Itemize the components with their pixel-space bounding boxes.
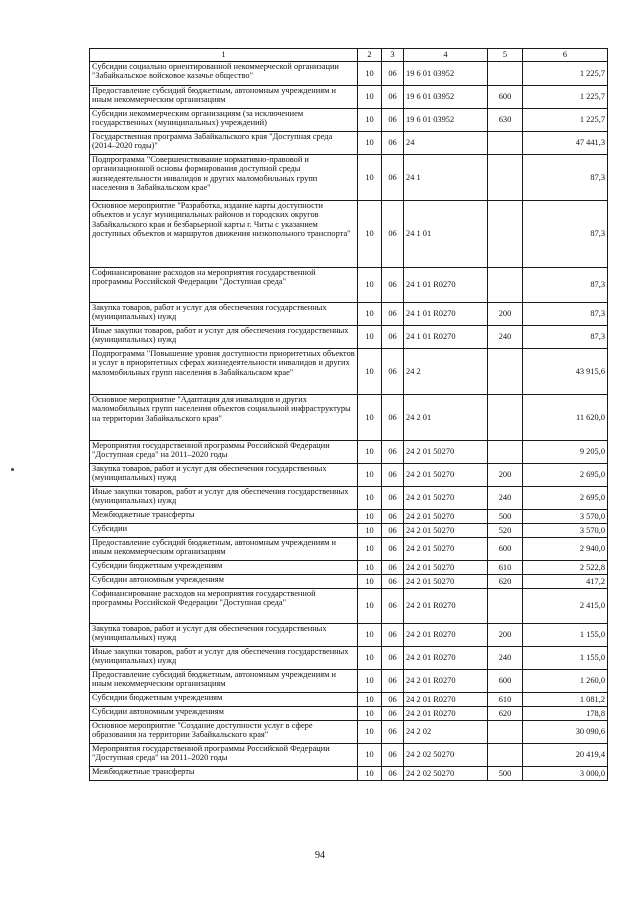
- row-amount: 1 081,2: [523, 693, 608, 707]
- row-section: 10: [358, 647, 382, 670]
- table-row: [90, 441, 608, 464]
- table-row: [90, 109, 608, 132]
- row-subsection: 06: [382, 575, 404, 589]
- row-amount: 3 000,0: [523, 767, 608, 781]
- row-subsection: 06: [382, 62, 404, 86]
- col-header-expense-type: 5: [488, 49, 523, 62]
- row-subsection: 06: [382, 721, 404, 744]
- row-subsection: 06: [382, 561, 404, 575]
- row-target-article: 24 2: [404, 349, 488, 395]
- row-expense-type: [488, 721, 523, 744]
- row-amount: 178,8: [523, 707, 608, 721]
- table-row: [90, 721, 608, 744]
- row-section: 10: [358, 132, 382, 155]
- table-row: [90, 487, 608, 510]
- row-expense-type: [488, 155, 523, 201]
- row-name: Иные закупки товаров, работ и услуг для обеспечения государственных (муниципальных) нужд: [90, 487, 358, 510]
- row-expense-type: 600: [488, 670, 523, 693]
- table-row: [90, 624, 608, 647]
- row-subsection: 06: [382, 132, 404, 155]
- row-name: Межбюджетные трансферты: [90, 767, 358, 781]
- row-target-article: 24 2 02 50270: [404, 767, 488, 781]
- col-header-subsection: 3: [382, 49, 404, 62]
- row-section: 10: [358, 349, 382, 395]
- row-target-article: 24 2 02 50270: [404, 744, 488, 767]
- row-name: Предоставление субсидий бюджетным, автономным учреждениям и иным некоммерческим организациям: [90, 538, 358, 561]
- row-expense-type: [488, 268, 523, 303]
- row-amount: 87,3: [523, 303, 608, 326]
- row-amount: 2 522,8: [523, 561, 608, 575]
- row-name: Закупка товаров, работ и услуг для обеспечения государственных (муниципальных) нужд: [90, 624, 358, 647]
- row-name: Мероприятия государственной программы Российской Федерации "Доступная среда" на 2011–2020 годы: [90, 441, 358, 464]
- row-name: Софинансирование расходов на мероприятия государственной программы Российской Федерации "Доступная среда": [90, 268, 358, 303]
- row-subsection: 06: [382, 510, 404, 524]
- row-expense-type: 610: [488, 561, 523, 575]
- row-section: 10: [358, 487, 382, 510]
- row-amount: 43 915,6: [523, 349, 608, 395]
- row-amount: 1 225,7: [523, 62, 608, 86]
- row-expense-type: 600: [488, 86, 523, 109]
- row-expense-type: [488, 62, 523, 86]
- row-target-article: 24 1 01: [404, 201, 488, 268]
- row-subsection: 06: [382, 670, 404, 693]
- row-expense-type: 200: [488, 624, 523, 647]
- row-expense-type: [488, 441, 523, 464]
- row-expense-type: 240: [488, 487, 523, 510]
- row-name: Субсидии некоммерческим организациям (за исключением государственных (муниципальных) учреждений): [90, 109, 358, 132]
- row-target-article: 24 2 01 50270: [404, 575, 488, 589]
- row-target-article: 19 6 01 03952: [404, 86, 488, 109]
- row-name: Подпрограмма "Совершенствование нормативно-правовой и организационной основы формирования доступной среды жизнедеятельности инвалидов и других маломобильных групп населения в Забайкальском крае": [90, 155, 358, 201]
- row-name: Подпрограмма "Повышение уровня доступности приоритетных объектов и услуг в приоритетных сферах жизнедеятельности инвалидов и других маломобильных групп населения в Забайкальском крае": [90, 349, 358, 395]
- row-name: Субсидии автономным учреждениям: [90, 575, 358, 589]
- row-amount: 87,3: [523, 326, 608, 349]
- row-section: 10: [358, 109, 382, 132]
- row-name: Софинансирование расходов на мероприятия государственной программы Российской Федерации "Доступная среда": [90, 589, 358, 624]
- row-amount: 87,3: [523, 201, 608, 268]
- row-amount: 9 205,0: [523, 441, 608, 464]
- table-row: [90, 132, 608, 155]
- row-subsection: 06: [382, 268, 404, 303]
- row-expense-type: [488, 132, 523, 155]
- row-target-article: 24 2 01 50270: [404, 538, 488, 561]
- table-row: [90, 268, 608, 303]
- row-section: 10: [358, 721, 382, 744]
- row-section: 10: [358, 510, 382, 524]
- row-expense-type: 520: [488, 524, 523, 538]
- row-target-article: 24 2 01 50270: [404, 561, 488, 575]
- row-target-article: 24 1 01 R0270: [404, 268, 488, 303]
- row-amount: 87,3: [523, 268, 608, 303]
- row-name: Закупка товаров, работ и услуг для обеспечения государственных (муниципальных) нужд: [90, 464, 358, 487]
- row-amount: 1 155,0: [523, 647, 608, 670]
- row-subsection: 06: [382, 647, 404, 670]
- row-expense-type: [488, 349, 523, 395]
- row-subsection: 06: [382, 349, 404, 395]
- row-expense-type: 500: [488, 767, 523, 781]
- row-target-article: 24: [404, 132, 488, 155]
- row-name: Субсидии бюджетным учреждениям: [90, 693, 358, 707]
- row-amount: 20 419,4: [523, 744, 608, 767]
- table-body: [90, 62, 608, 781]
- table-row: [90, 395, 608, 441]
- row-section: 10: [358, 524, 382, 538]
- row-section: 10: [358, 575, 382, 589]
- row-name: Государственная программа Забайкальского края "Доступная среда (2014–2020 годы)": [90, 132, 358, 155]
- row-name: Межбюджетные трансферты: [90, 510, 358, 524]
- row-expense-type: 200: [488, 464, 523, 487]
- row-expense-type: 610: [488, 693, 523, 707]
- row-amount: 1 260,0: [523, 670, 608, 693]
- table-row: [90, 575, 608, 589]
- table-row: [90, 561, 608, 575]
- row-expense-type: 620: [488, 707, 523, 721]
- table-row: [90, 86, 608, 109]
- scan-mark: [11, 468, 14, 471]
- row-target-article: 24 2 01 50270: [404, 441, 488, 464]
- table-row: [90, 201, 608, 268]
- table-row: [90, 693, 608, 707]
- row-amount: 2 415,0: [523, 589, 608, 624]
- row-section: 10: [358, 62, 382, 86]
- col-header-amount: 6: [523, 49, 608, 62]
- row-amount: 87,3: [523, 155, 608, 201]
- row-target-article: 24 2 01 50270: [404, 524, 488, 538]
- row-subsection: 06: [382, 524, 404, 538]
- row-name: Основное мероприятие "Создание доступности услуг в сфере образования на территории Забайкальского края": [90, 721, 358, 744]
- row-section: 10: [358, 464, 382, 487]
- row-section: 10: [358, 268, 382, 303]
- row-name: Субсидии бюджетным учреждениям: [90, 561, 358, 575]
- row-expense-type: 600: [488, 538, 523, 561]
- row-section: 10: [358, 589, 382, 624]
- row-target-article: 24 2 01: [404, 395, 488, 441]
- row-expense-type: 500: [488, 510, 523, 524]
- row-section: 10: [358, 624, 382, 647]
- row-target-article: 19 6 01 03952: [404, 62, 488, 86]
- row-name: Предоставление субсидий бюджетным, автономным учреждениям и иным некоммерческим организациям: [90, 86, 358, 109]
- row-target-article: 24 2 01 50270: [404, 464, 488, 487]
- row-name: Субсидии автономным учреждениям: [90, 707, 358, 721]
- row-amount: 11 620,0: [523, 395, 608, 441]
- row-section: 10: [358, 744, 382, 767]
- row-expense-type: 620: [488, 575, 523, 589]
- row-amount: 30 090,6: [523, 721, 608, 744]
- table-row: [90, 767, 608, 781]
- col-header-name: 1: [90, 49, 358, 62]
- row-expense-type: 630: [488, 109, 523, 132]
- row-name: Субсидии: [90, 524, 358, 538]
- page-number: 94: [315, 850, 325, 861]
- row-section: 10: [358, 395, 382, 441]
- row-expense-type: 240: [488, 647, 523, 670]
- row-subsection: 06: [382, 538, 404, 561]
- table-row: [90, 538, 608, 561]
- row-amount: 1 155,0: [523, 624, 608, 647]
- row-subsection: 06: [382, 693, 404, 707]
- table-row: [90, 349, 608, 395]
- row-expense-type: 200: [488, 303, 523, 326]
- table-row: [90, 464, 608, 487]
- row-section: 10: [358, 441, 382, 464]
- row-subsection: 06: [382, 86, 404, 109]
- row-subsection: 06: [382, 487, 404, 510]
- row-subsection: 06: [382, 326, 404, 349]
- table-row: [90, 744, 608, 767]
- table-row: [90, 670, 608, 693]
- row-section: 10: [358, 86, 382, 109]
- row-expense-type: [488, 395, 523, 441]
- row-amount: 3 570,0: [523, 510, 608, 524]
- table-row: [90, 326, 608, 349]
- budget-table: [89, 48, 608, 781]
- table-header-row: [90, 49, 608, 62]
- row-section: 10: [358, 303, 382, 326]
- row-target-article: 24 2 01 R0270: [404, 647, 488, 670]
- row-name: Основное мероприятие "Адаптация для инвалидов и других маломобильных групп населения объектов социальной инфраструктуры на территории Забайкальского края": [90, 395, 358, 441]
- row-section: 10: [358, 767, 382, 781]
- row-amount: 2 695,0: [523, 487, 608, 510]
- row-subsection: 06: [382, 707, 404, 721]
- table-row: [90, 510, 608, 524]
- row-section: 10: [358, 155, 382, 201]
- col-header-section: 2: [358, 49, 382, 62]
- row-section: 10: [358, 538, 382, 561]
- row-amount: 3 570,0: [523, 524, 608, 538]
- row-amount: 1 225,7: [523, 109, 608, 132]
- row-target-article: 24 2 01 R0270: [404, 670, 488, 693]
- row-target-article: 24 2 02: [404, 721, 488, 744]
- row-name: Закупка товаров, работ и услуг для обеспечения государственных (муниципальных) нужд: [90, 303, 358, 326]
- col-header-target-article: 4: [404, 49, 488, 62]
- row-subsection: 06: [382, 303, 404, 326]
- row-section: 10: [358, 693, 382, 707]
- row-expense-type: [488, 589, 523, 624]
- row-subsection: 06: [382, 109, 404, 132]
- table-row: [90, 647, 608, 670]
- table-row: [90, 155, 608, 201]
- row-subsection: 06: [382, 624, 404, 647]
- row-amount: 1 225,7: [523, 86, 608, 109]
- row-subsection: 06: [382, 395, 404, 441]
- table-row: [90, 62, 608, 86]
- row-target-article: 24 1: [404, 155, 488, 201]
- row-target-article: 24 1 01 R0270: [404, 303, 488, 326]
- row-amount: 47 441,3: [523, 132, 608, 155]
- row-target-article: 19 6 01 03952: [404, 109, 488, 132]
- row-target-article: 24 2 01 50270: [404, 510, 488, 524]
- row-amount: 2 940,0: [523, 538, 608, 561]
- table-row: [90, 589, 608, 624]
- row-section: 10: [358, 561, 382, 575]
- budget-table-page: [89, 48, 607, 781]
- row-name: Мероприятия государственной программы Российской Федерации "Доступная среда" на 2011–2020 годы: [90, 744, 358, 767]
- row-target-article: 24 2 01 50270: [404, 487, 488, 510]
- table-row: [90, 303, 608, 326]
- row-section: 10: [358, 326, 382, 349]
- row-subsection: 06: [382, 744, 404, 767]
- row-target-article: 24 2 01 R0270: [404, 589, 488, 624]
- row-target-article: 24 2 01 R0270: [404, 624, 488, 647]
- row-section: 10: [358, 707, 382, 721]
- row-subsection: 06: [382, 464, 404, 487]
- row-expense-type: [488, 201, 523, 268]
- row-target-article: 24 2 01 R0270: [404, 707, 488, 721]
- row-name: Основное мероприятие "Разработка, издание карты доступности объектов и услуг муниципальных районов и городских округов Забайкальского края и безбарьерной карты г. Читы с указанием доступных объектов и маршрутов движения низкопольного транспорта": [90, 201, 358, 268]
- row-subsection: 06: [382, 767, 404, 781]
- table-row: [90, 707, 608, 721]
- row-section: 10: [358, 201, 382, 268]
- row-expense-type: 240: [488, 326, 523, 349]
- row-amount: 2 695,0: [523, 464, 608, 487]
- row-expense-type: [488, 744, 523, 767]
- row-subsection: 06: [382, 201, 404, 268]
- row-section: 10: [358, 670, 382, 693]
- row-target-article: 24 2 01 R0270: [404, 693, 488, 707]
- row-subsection: 06: [382, 155, 404, 201]
- row-name: Предоставление субсидий бюджетным, автономным учреждениям и иным некоммерческим организациям: [90, 670, 358, 693]
- row-subsection: 06: [382, 441, 404, 464]
- row-name: Иные закупки товаров, работ и услуг для обеспечения государственных (муниципальных) нужд: [90, 647, 358, 670]
- row-amount: 417,2: [523, 575, 608, 589]
- row-name: Субсидии социально ориентированной некоммерческой организации "Забайкальское войсковое казачье общество": [90, 62, 358, 86]
- row-name: Иные закупки товаров, работ и услуг для обеспечения государственных (муниципальных) нужд: [90, 326, 358, 349]
- row-subsection: 06: [382, 589, 404, 624]
- row-target-article: 24 1 01 R0270: [404, 326, 488, 349]
- table-row: [90, 524, 608, 538]
